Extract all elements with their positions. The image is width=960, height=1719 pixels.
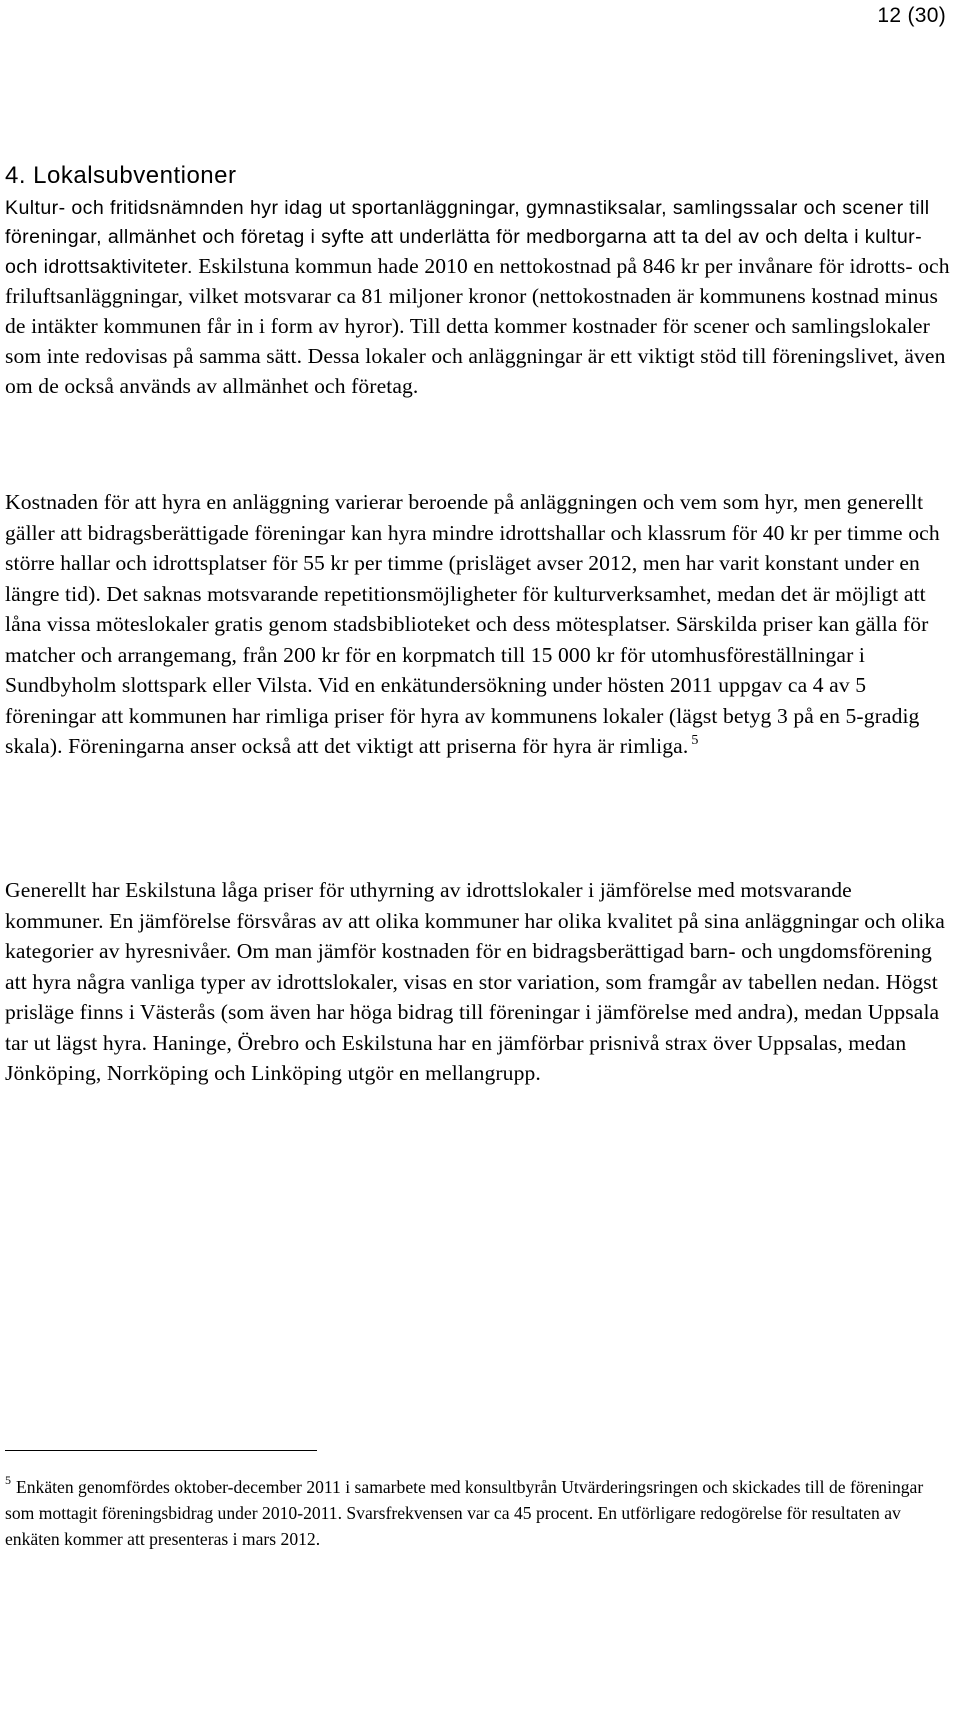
footnote-separator	[5, 1450, 317, 1451]
paragraph-1-intro: Kultur- och fritidsnämnden hyr idag ut sportanläggningar, gymnastiksalar, samlingssalar och scener till föreningar, allmänhet och företag i syfte att underlätta för medborgarna att ta del av och delta i kultur- och idrottsaktiviteter.	[5, 197, 930, 278]
paragraph-2	[5, 487, 950, 762]
footnote-reference: 5	[691, 733, 699, 748]
footnote	[5, 1474, 945, 1552]
paragraph-3: Generellt har Eskilstuna låga priser för uthyrning av idrottslokaler i jämförelse med motsvarande kommuner. En jämförelse försvåras av att olika kommuner har olika kvalitet på sina anläggningar och olika kategorier av hyresnivåer. Om man jämför kostnaden för en bidragsberättigad barn- och ungdomsförening att hyra några vanliga typer av idrottslokaler, visas en stor variation, som framgår av tabellen nedan. Högst prisläge finns i Västerås (som även har höga bidrag till föreningar i jämförelse med andra), medan Uppsala tar ut lägst hyra. Haninge, Örebro och Eskilstuna har en jämförbar prisnivå strax över Uppsalas, medan Jönköping, Norrköping och Linköping utgör en mellangrupp.	[5, 878, 945, 1085]
paragraph-2-text: Kostnaden för att hyra en anläggning varierar beroende på anläggningen och vem som hyr, men generellt gäller att bidragsberättigade föreningar kan hyra mindre idrottshallar och klassrum för 40 kr per timme och större hallar och idrottsplatser för 55 kr per timme (prisläget avser 2012, men har varit konstant under en längre tid). Det saknas motsvarande repetitionsmöjligheter för kulturverksamhet, medan det är möjligt att låna vissa möteslokaler gratis genom stadsbiblioteket och dess mötesplatser. Särskilda priser kan gälla för matcher och arrangemang, från 200 kr för en korpmatch till 15 000 kr för utomhusföreställningar i Sundbyholm slottspark eller Vilsta. Vid en enkätundersökning under hösten 2011 uppgav ca 4 av 5 föreningar att kommunen har rimliga priser för hyra av kommunens lokaler (lägst betyg 3 på en 5-gradig skala). Föreningarna anser också att det viktigt att priserna för hyra är rimliga.	[5, 490, 940, 758]
page-number: 12 (30)	[877, 4, 946, 27]
section-heading: 4. Lokalsubventioner	[5, 162, 237, 189]
footnote-text: Enkäten genomfördes oktober-december 2011 i samarbete med konsultbyrån Utvärderingsringen och skickades till de föreningar som mottagit föreningsbidrag under 2010-2011. Svarsfrekvensen var ca 45 procent. En utförligare redogörelse för resultaten av enkäten kommer att presenteras i mars 2012.	[5, 1477, 924, 1549]
paragraph-1	[5, 194, 950, 402]
footnote-number: 5	[5, 1473, 11, 1487]
paragraph-1-continued: Eskilstuna kommun hade 2010 en nettokostnad på 846 kr per invånare för idrotts- och friluftsanläggningar, vilket motsvarar ca 81 miljoner kronor (nettokostnaden är kommunens kostnad minus de intäkter kommunen får in i form av hyror). Till detta kommer kostnader för scener och samlingslokaler som inte redovisas på samma sätt. Dessa lokaler och anläggningar är ett viktigt stöd till föreningslivet, även om de också används av allmänhet och företag.	[5, 254, 950, 398]
